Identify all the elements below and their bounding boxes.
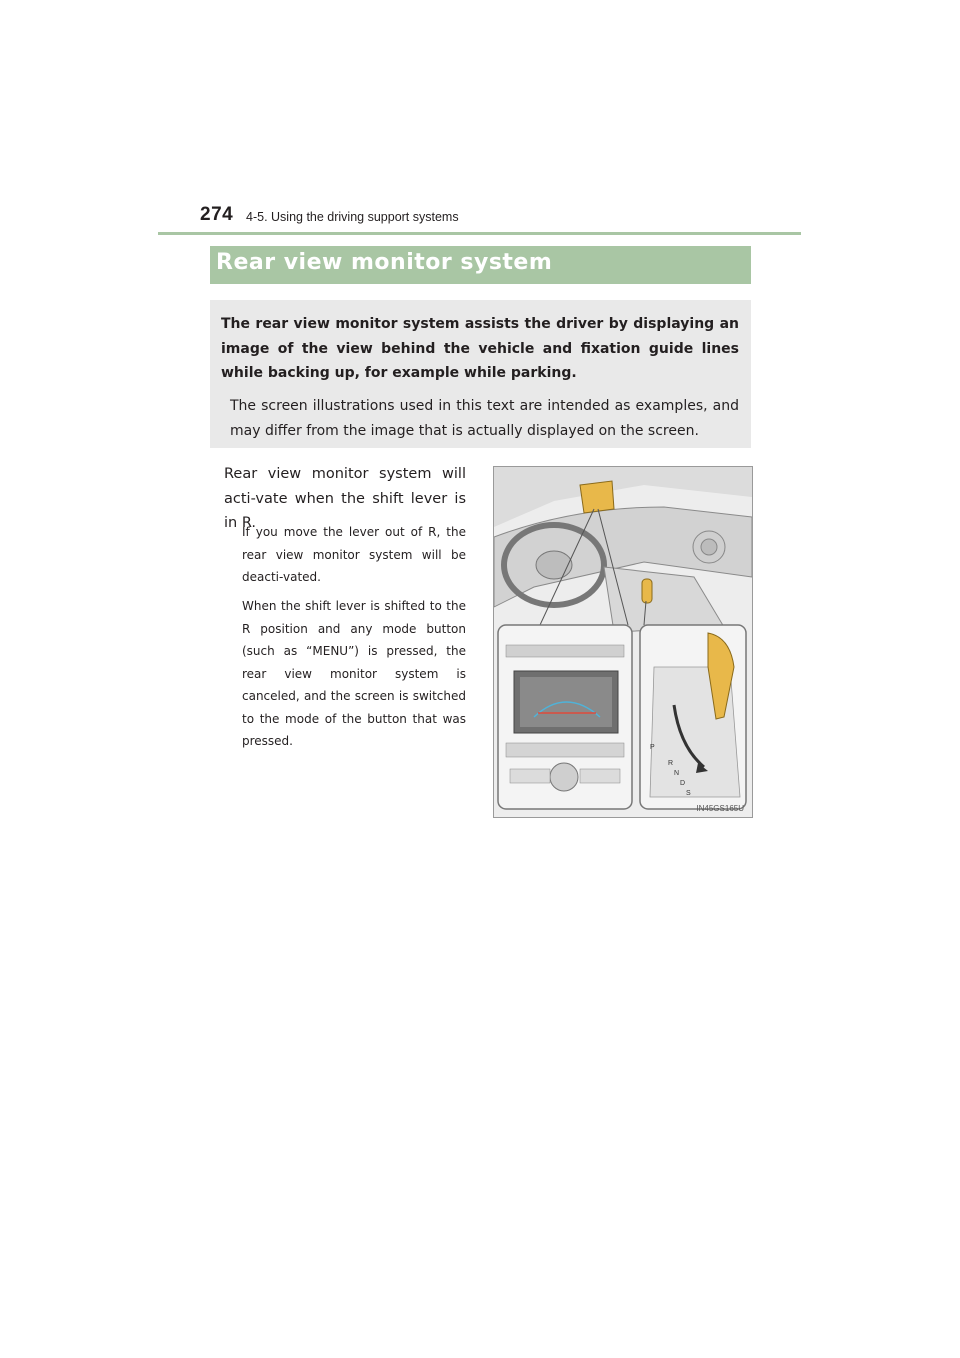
shift-label-r: R [668,760,674,767]
section-title-bar [210,246,751,284]
cockpit-drawing [494,467,752,817]
illustration-code: IN45GS165U [696,804,744,813]
intro-note: The screen illustrations used in this text are intended as examples, and may differ from the image that is actually displayed on the screen. [230,398,739,439]
header-rule [158,232,801,235]
shift-label-d: D [680,780,686,787]
shift-lever-highlight [642,579,652,603]
shift-label-p: P [650,744,655,751]
body-note-deactivate: If you move the lever out of R, the rear view monitor system will be deacti-vated. [242,525,466,584]
display-highlight [580,481,614,513]
page-number: 274 [200,204,234,225]
cockpit-illustration [493,466,753,818]
intro-summary: The rear view monitor system assists the driver by displaying an image of the view behind the vehicle and fixation guide lines while backing up, for example while parking. [221,316,739,381]
body-note-cancel: When the shift lever is shifted to the R position and any mode button (such as “MENU”) is pressed, the rear view monitor system is canceled, and the screen is switched to the mode of the button that was pressed. [242,599,466,748]
shift-label-n: N [674,770,680,777]
intro-box [210,300,751,448]
body-main-text: Rear view monitor system will acti-vate when the shift lever is in R. [224,466,466,531]
section-breadcrumb: 4-5. Using the driving support systems [246,210,459,224]
section-title: Rear view monitor system [216,250,553,275]
shift-label-s: S [686,790,691,797]
